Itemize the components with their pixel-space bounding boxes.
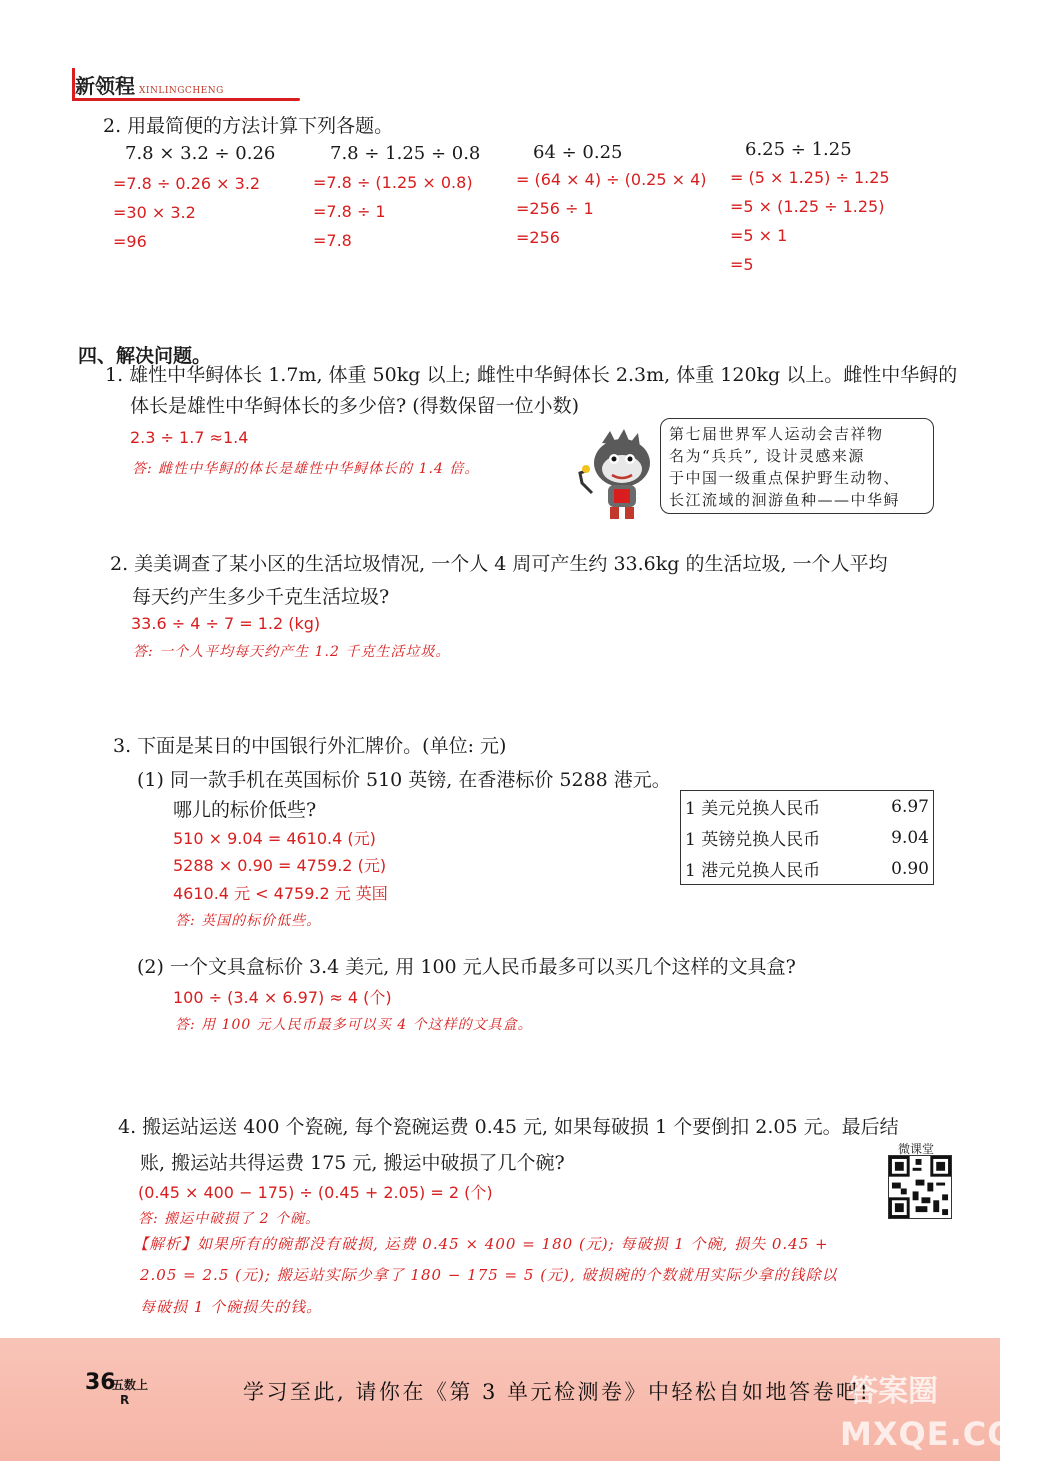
p2-line2: 每天约产生多少千克生活垃圾? (132, 586, 390, 608)
p3-sub1-line2: 哪儿的标价低些? (173, 799, 317, 821)
q2-col1-expr: 7.8 × 3.2 ÷ 0.26 (125, 143, 276, 164)
p2-line1: 2. 美美调查了某小区的生活垃圾情况, 一个人 4 周可产生约 33.6kg 的生活垃圾, 一个人平均 (110, 553, 888, 575)
mascot-speech-bubble (660, 418, 934, 514)
p3-sub1-answer: 答: 英国的标价低些。 (175, 913, 322, 929)
grade-label: 五数上 (112, 1378, 149, 1392)
qr-label: 微课堂 (898, 1142, 935, 1156)
q2-col1-step: =30 × 3.2 (113, 203, 196, 222)
bubble-line: 第七届世界军人运动会吉祥物 (669, 425, 884, 443)
p3-sub2-line1: (2) 一个文具盒标价 3.4 美元, 用 100 元人民币最多可以买几个这样的文具盒? (137, 956, 796, 978)
bubble-line: 名为“兵兵”, 设计灵感来源 (669, 447, 865, 465)
p4-calc: (0.45 × 400 − 175) ÷ (0.45 + 2.05) = 2 (个) (138, 1183, 493, 1202)
p1-answer: 答: 雌性中华鲟的体长是雄性中华鲟体长的 1.4 倍。 (132, 461, 480, 477)
p1-line2: 体长是雄性中华鲟体长的多少倍? (得数保留一位小数) (130, 395, 580, 417)
q2-col4-step: = (5 × 1.25) ÷ 1.25 (730, 168, 890, 187)
table-row (681, 853, 934, 885)
brand-logo (75, 70, 224, 99)
p3-sub1-calc: 5288 × 0.90 = 4759.2 (元) (173, 856, 387, 875)
q2-col3-expr: 64 ÷ 0.25 (533, 142, 623, 163)
bubble-line: 于中国一级重点保护野生动物、 (669, 469, 901, 487)
q2-col4-expr: 6.25 ÷ 1.25 (745, 139, 852, 160)
p1-calc: 2.3 ÷ 1.7 ≈1.4 (130, 428, 249, 447)
watermark: 答案圈 (848, 1374, 938, 1409)
table-row (681, 822, 934, 853)
q2-col1-step: =7.8 ÷ 0.26 × 3.2 (113, 174, 261, 193)
p4-line1: 4. 搬运站运送 400 个瓷碗, 每个瓷碗运费 0.45 元, 如果每破损 1 个要倒扣 2.05 元。最后结 (118, 1116, 899, 1138)
rate-value: 0.90 (891, 858, 929, 879)
q2-col4-step: =5 × 1 (730, 226, 788, 245)
brand-title: 新领程 (75, 74, 135, 98)
section4-title: 四、解决问题。 (78, 345, 212, 367)
p3-title: 3. 下面是某日的中国银行外汇牌价。(单位: 元) (113, 735, 507, 757)
q2-col3-step: = (64 × 4) ÷ (0.25 × 4) (516, 170, 707, 189)
edition-label: R (120, 1393, 130, 1407)
p4-analysis: 每破损 1 个碗损失的钱。 (140, 1298, 323, 1316)
exchange-rate-table (680, 790, 934, 885)
qr-code-icon[interactable] (888, 1155, 952, 1219)
sturgeon-mascot-icon (572, 423, 660, 523)
footer-note: 学习至此, 请你在《第 3 单元检测卷》中轻松自如地答卷吧! (243, 1380, 871, 1404)
rate-label: 1 英镑兑换人民币 (685, 830, 821, 850)
q2-col4-step: =5 × (1.25 ÷ 1.25) (730, 197, 885, 216)
page-number: 36 (85, 1370, 116, 1395)
p3-sub1-compare: 4610.4 元 < 4759.2 元 英国 (173, 884, 388, 903)
brand-subtitle: XINLINGCHENG (139, 86, 224, 96)
q2-col2-step: =7.8 ÷ (1.25 × 0.8) (313, 173, 473, 192)
rate-value: 6.97 (891, 796, 929, 817)
p3-sub2-answer: 答: 用 100 元人民币最多可以买 4 个这样的文具盒。 (175, 1017, 533, 1033)
brand-underline (75, 98, 300, 101)
q2-col4-step: =5 (730, 255, 754, 274)
p2-answer: 答: 一个人平均每天约产生 1.2 千克生活垃圾。 (133, 644, 451, 660)
q2-title: 2. 用最简便的方法计算下列各题。 (103, 115, 394, 137)
q2-col3-step: =256 (516, 228, 560, 247)
p4-answer: 答: 搬运中破损了 2 个碗。 (138, 1211, 320, 1227)
q2-col3-step: =256 ÷ 1 (516, 199, 594, 218)
p3-sub1-calc: 510 × 9.04 = 4610.4 (元) (173, 829, 376, 848)
q2-col1-step: =96 (113, 232, 147, 251)
p3-sub2-calc: 100 ÷ (3.4 × 6.97) ≈ 4 (个) (173, 988, 392, 1007)
rate-label: 1 港元兑换人民币 (685, 861, 821, 881)
watermark: MXQE.COM (840, 1415, 1048, 1453)
p3-sub1-line1: (1) 同一款手机在英国标价 510 英镑, 在香港标价 5288 港元。 (137, 769, 671, 791)
p4-analysis: 2.05 = 2.5 (元); 搬运站实际少拿了 180 − 175 = 5 (元), 破损碗的个数就用实际少拿的钱除以 (140, 1266, 838, 1284)
p1-line1: 1. 雄性中华鲟体长 1.7m, 体重 50kg 以上; 雌性中华鲟体长 2.3m, 体重 120kg 以上。雌性中华鲟的 (105, 364, 958, 386)
q2-col2-expr: 7.8 ÷ 1.25 ÷ 0.8 (330, 143, 481, 164)
p2-calc: 33.6 ÷ 4 ÷ 7 = 1.2 (kg) (131, 614, 321, 633)
rate-label: 1 美元兑换人民币 (685, 799, 821, 819)
q2-col2-step: =7.8 (313, 231, 352, 250)
bubble-line: 长江流域的洄游鱼种——中华鲟 (669, 491, 901, 509)
p4-analysis: 【解析】如果所有的碗都没有破损, 运费 0.45 × 400 = 180 (元); 每破损 1 个碗, 损失 0.45 + (133, 1235, 829, 1253)
q2-col2-step: =7.8 ÷ 1 (313, 202, 386, 221)
rate-value: 9.04 (891, 827, 929, 848)
table-row (681, 791, 934, 823)
p4-line2: 账, 搬运站共得运费 175 元, 搬运中破损了几个碗? (140, 1152, 565, 1174)
